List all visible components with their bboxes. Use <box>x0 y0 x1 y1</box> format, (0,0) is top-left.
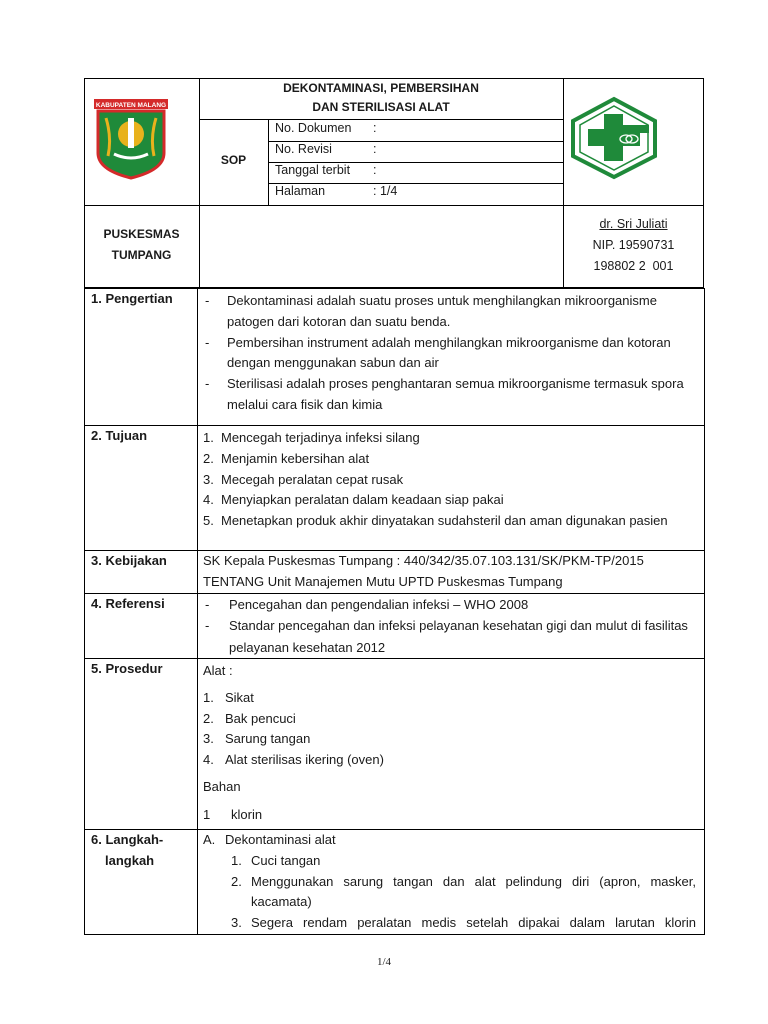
kabupaten-malang-logo <box>92 98 170 180</box>
page-number: 1/4 <box>376 956 392 968</box>
sop-label: SOP <box>220 153 247 167</box>
list-item: 5. Menetapkan produk akhir dinyatakan sudahsteril dan aman digunakan pasien <box>203 513 668 529</box>
signer-name: dr. Sri Juliati <box>599 217 668 231</box>
section-label: 4. Referensi <box>85 593 198 659</box>
doc-field-value: : <box>373 142 377 156</box>
section-label-line-2: langkah <box>105 852 155 868</box>
sop-header <box>84 78 704 288</box>
section-label: 1. Pengertian <box>85 289 198 426</box>
organization-name-line-1: PUSKESMAS <box>103 227 180 241</box>
section-content <box>198 426 705 551</box>
signer-nip-line-2: 198802 2 001 <box>593 259 674 273</box>
list-item: 4. Alat sterilisas ikering (oven) <box>203 752 384 768</box>
section-label: 5. Prosedur <box>85 659 198 830</box>
list-item: 1. Mencegah terjadinya infeksi silang <box>203 430 420 445</box>
section-row-prosedur <box>85 659 705 830</box>
list-item: 2. Bak pencuci <box>203 710 296 726</box>
section-label-line-1: 6. Langkah- <box>91 832 164 848</box>
list-item: - Sterilisasi adalah proses penghantaran semua mikroorganisme termasuk spora melalui cara fisik dan kimia <box>205 376 684 412</box>
list-item: - Standar pencegahan dan infeksi pelayanan kesehatan gigi dan mulut di fasilitas pelayanan kesehatan 2012 <box>205 618 688 655</box>
puskesmas-logo <box>568 96 660 180</box>
section-row-pengertian <box>85 289 705 426</box>
document-title-line-1: DEKONTAMINASI, PEMBERSIHAN <box>283 81 479 95</box>
section-content <box>198 593 705 659</box>
section-row-kebijakan <box>85 551 705 594</box>
list-item: 2. Menggunakan sarung tangan dan alat pelindung diri (apron, masker, kacamata) <box>231 873 696 910</box>
policy-line-2: TENTANG Unit Manajemen Mutu UPTD Puskesmas Tumpang <box>203 573 563 589</box>
list-item: 1 klorin <box>203 806 263 822</box>
list-item: 3. Segera rendam peralatan medis setelah dipakai dalam larutan klorin <box>231 915 696 931</box>
svg-text:KABUPATEN MALANG: KABUPATEN MALANG <box>95 102 167 109</box>
list-item: 2. Menjamin kebersihan alat <box>203 450 370 466</box>
section-content <box>198 289 705 426</box>
doc-field-value: : <box>373 163 377 177</box>
section-row-tujuan <box>85 426 705 551</box>
document-title-line-2: DAN STERILISASI ALAT <box>312 100 450 114</box>
list-item: 1. Cuci tangan <box>231 852 321 868</box>
section-row-referensi <box>85 593 705 659</box>
list-item: - Pembersihan instrument adalah menghilangkan mikroorganisme dan kotoran dengan menggunakan sabun dan air <box>205 334 671 371</box>
sub-heading: A. Dekontaminasi alat <box>203 832 336 848</box>
list-item: 3. Sarung tangan <box>203 731 311 747</box>
organization-name-line-2: TUMPANG <box>111 248 172 262</box>
list-item: 1. Sikat <box>203 689 254 705</box>
list-item: 4. Menyiapkan peralatan dalam keadaan siap pakai <box>203 492 504 508</box>
section-label: 2. Tujuan <box>85 426 198 551</box>
section-label <box>85 830 198 935</box>
doc-field-label: Tanggal terbit <box>275 163 351 177</box>
doc-field-label: Halaman <box>275 184 326 198</box>
section-row-langkah <box>85 830 705 935</box>
section-content <box>198 659 705 830</box>
section-content <box>198 830 705 935</box>
sop-content-table <box>84 288 705 935</box>
doc-field-label: No. Revisi <box>275 142 332 156</box>
alat-heading: Alat : <box>203 663 233 679</box>
bahan-heading: Bahan <box>203 779 241 795</box>
signer-nip-line-1: NIP. 19590731 <box>592 238 675 252</box>
policy-line-1: SK Kepala Puskesmas Tumpang : 440/342/35.07.103.131/SK/PKM-TP/2015 <box>203 553 644 568</box>
doc-field-value: : <box>373 121 377 135</box>
section-content <box>198 551 705 594</box>
doc-field-value: : 1/4 <box>373 184 398 198</box>
list-item: - Pencegahan dan pengendalian infeksi – WHO 2008 <box>205 596 529 612</box>
list-item: - Dekontaminasi adalah suatu proses untuk menghilangkan mikroorganisme patogen dari kotoran dan suatu benda. <box>205 293 657 329</box>
section-label: 3. Kebijakan <box>85 551 198 594</box>
doc-field-label: No. Dokumen <box>275 121 352 135</box>
list-item: 3. Mecegah peralatan cepat rusak <box>203 471 404 487</box>
